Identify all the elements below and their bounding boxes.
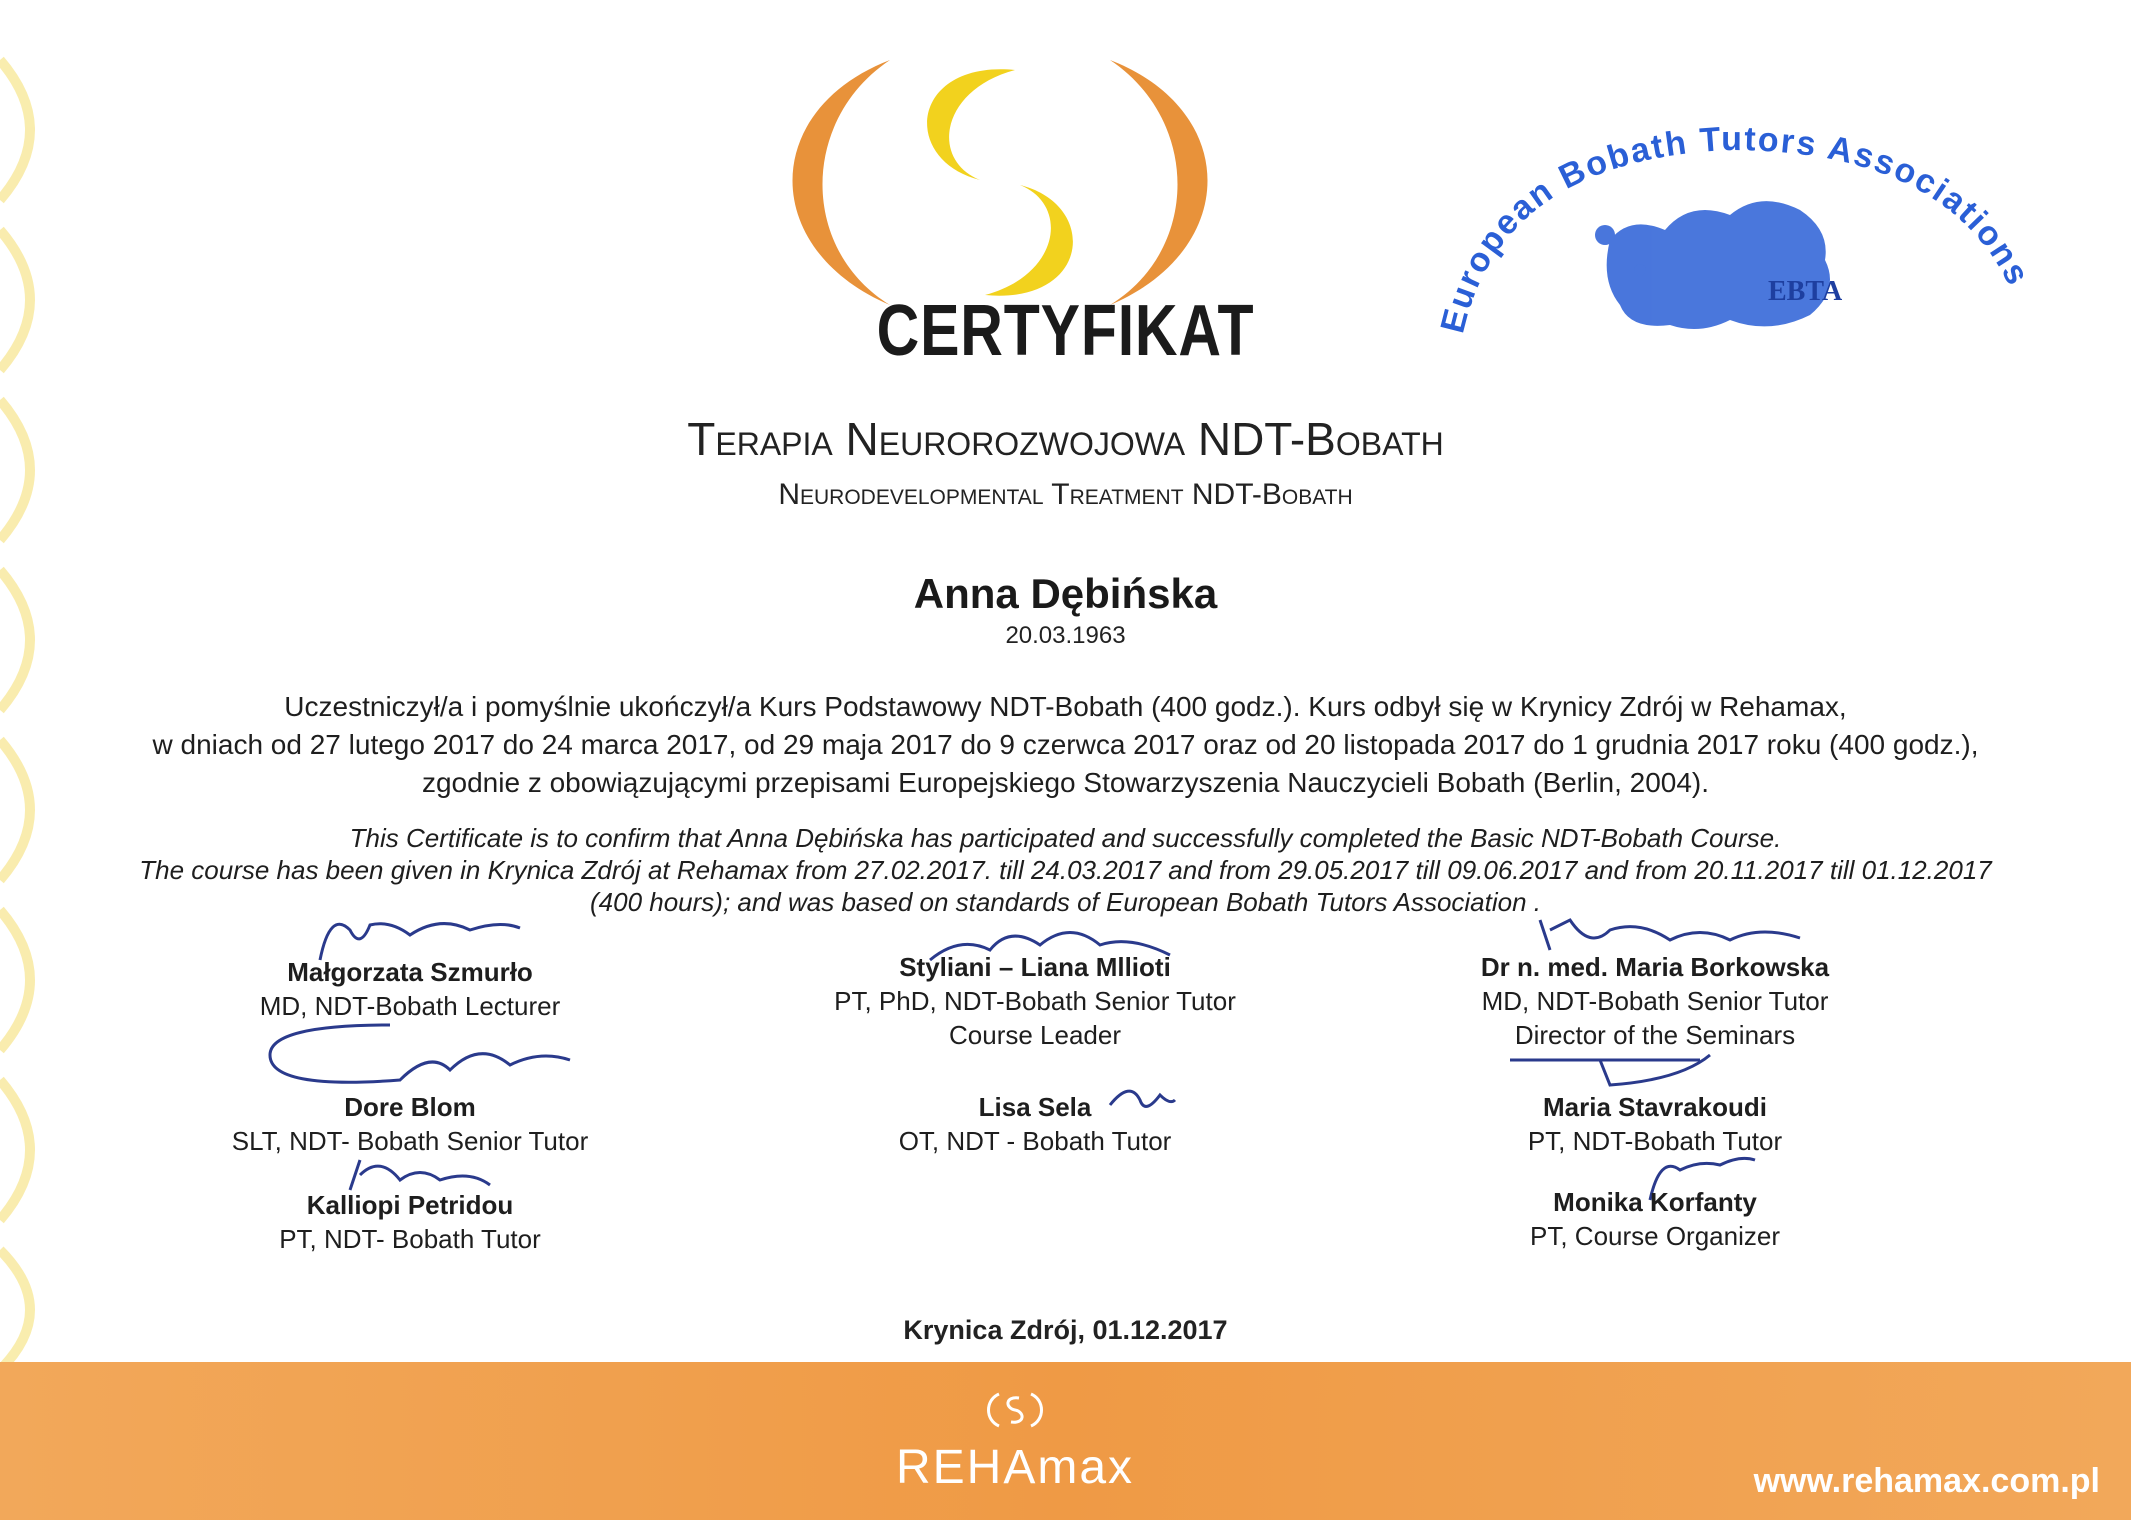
rehamax-logo-icon <box>780 50 1220 320</box>
signatory-name: Małgorzata Szmurło <box>287 957 533 987</box>
subtitle-english: Neurodevelopmental Treatment NDT-Bobath <box>778 478 1353 511</box>
signatory-name: Dr n. med. Maria Borkowska <box>1480 952 1830 982</box>
signatory-role: OT, NDT - Bobath Tutor <box>898 1126 1172 1156</box>
seal-arc-text: European Bobath Tutors Associations <box>1433 120 2038 337</box>
body-pl-line-1: Uczestniczył/a i pomyślnie ukończył/a Kurs Podstawowy NDT-Bobath (400 godz.). Kurs odbył się w Krynicy Zdrój w Rehamax, <box>284 691 1847 722</box>
signatory-korfanty <box>1355 1185 1955 1253</box>
signatory-sela <box>735 1090 1335 1158</box>
body-pl-line-2: w dniach od 27 lutego 2017 do 24 marca 2017, od 29 maja 2017 do 9 czerwca 2017 oraz od 20 listopada 2017 do 1 grudnia 2017 roku (400 godz.), <box>152 729 1979 760</box>
signatory-name: Maria Stavrakoudi <box>1543 1092 1767 1122</box>
signatory-name: Monika Korfanty <box>1553 1187 1757 1217</box>
signatory-role: Director of the Seminars <box>1514 1020 1796 1050</box>
signatory-role: PT, NDT- Bobath Tutor <box>279 1224 541 1254</box>
body-en-line-2: The course has been given in Krynica Zdrój at Rehamax from 27.02.2017. till 24.03.2017 and from 29.05.2017 till 09.06.2017 and from 20.11.2017 till 01.12.2017 <box>139 855 1992 885</box>
signatory-role: MD, NDT-Bobath Senior Tutor <box>1481 986 1829 1016</box>
certificate-title: CERTYFIKAT <box>876 291 1255 371</box>
place-date: Krynica Zdrój, 01.12.2017 <box>903 1315 1228 1345</box>
signatory-szmurlo <box>110 955 710 1023</box>
footer <box>0 1362 2131 1520</box>
signatory-borkowska <box>1355 950 1955 1052</box>
signatory-role: PT, Course Organizer <box>1530 1221 1780 1251</box>
signatory-name: Kalliopi Petridou <box>306 1190 514 1220</box>
footer-brand: REHAmax <box>895 1441 1135 1494</box>
footer-logo-icon <box>985 1392 1045 1428</box>
signatory-role: PT, NDT-Bobath Tutor <box>1527 1126 1783 1156</box>
participant-birth-date: 20.03.1963 <box>1005 622 1126 649</box>
website-link[interactable]: www.rehamax.com.pl <box>1753 1462 2100 1500</box>
signatory-stavrakoudi <box>1355 1090 1955 1158</box>
signatory-name: Styliani – Liana Mllioti <box>899 952 1171 982</box>
signatory-blom <box>110 1090 710 1158</box>
signature-blom <box>260 1010 580 1100</box>
signatory-mllioti <box>735 950 1335 1052</box>
body-pl-line-3: zgodnie z obowiązującymi przepisami Europejskiego Stowarzyszenia Nauczycieli Bobath (Berlin, 2004). <box>421 767 1710 798</box>
signatory-petridou <box>110 1188 710 1256</box>
signatory-role: Course Leader <box>949 1020 1121 1050</box>
subtitle-polish: Terapia Neurorozwojowa NDT-Bobath <box>687 413 1444 465</box>
signatory-role: SLT, NDT- Bobath Senior Tutor <box>231 1126 589 1156</box>
signatory-name: Dore Blom <box>344 1092 476 1122</box>
seal-abbr: EBTA <box>1768 276 1843 307</box>
signatory-name: Lisa Sela <box>978 1092 1092 1122</box>
signatory-role: PT, PhD, NDT-Bobath Senior Tutor <box>834 986 1236 1016</box>
participant-name: Anna Dębińska <box>913 570 1218 617</box>
body-en-line-3: (400 hours); and was based on standards of European Bobath Tutors Association . <box>589 887 1542 917</box>
signatory-role: MD, NDT-Bobath Lecturer <box>259 991 561 1021</box>
body-en-line-1: This Certificate is to confirm that Anna Dębińska has participated and successfully completed the Basic NDT-Bobath Course. <box>349 823 1782 853</box>
